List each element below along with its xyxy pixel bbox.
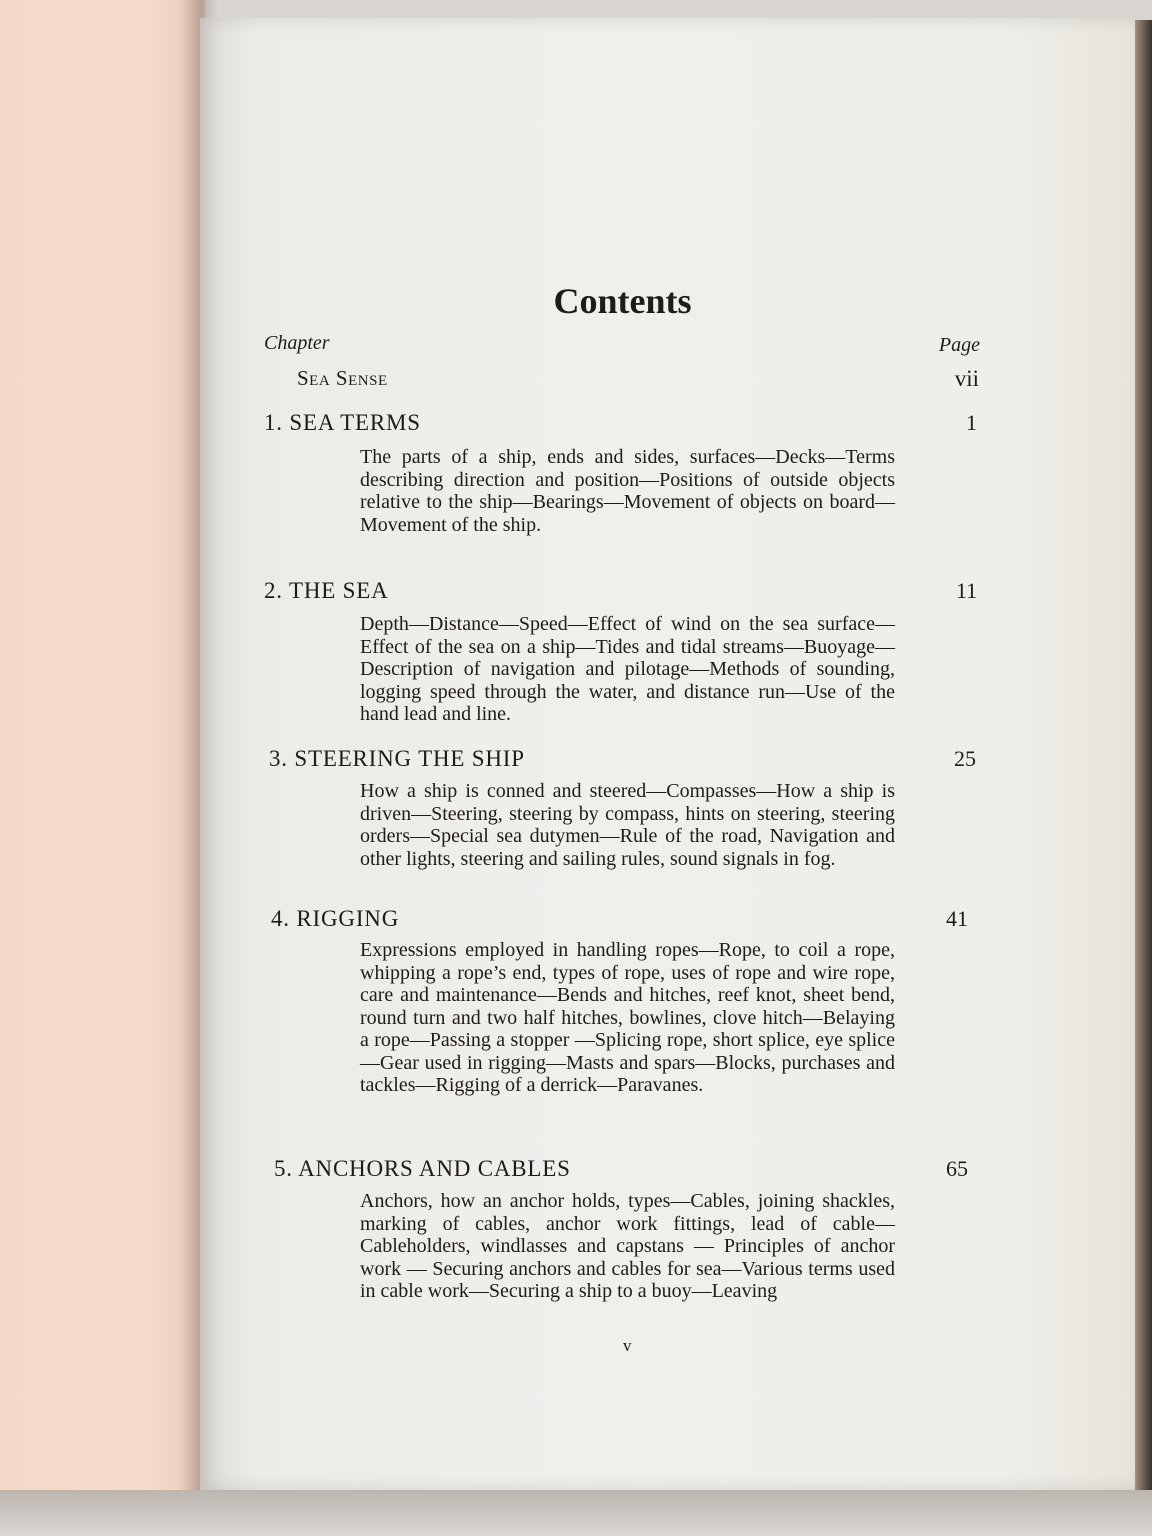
chapter-page-number: 1 xyxy=(966,410,977,435)
chapter-description: Depth—Distance—Speed—Effect of wind on the sea surface—Effect of the sea on a ship—Tides and tidal streams—Buoyage—Description of navigation and pilotage—Methods of sounding, logging speed through the water, and distance run—Use of the hand lead and line. xyxy=(360,613,895,725)
table-surface xyxy=(0,1490,1152,1536)
chapter-description: Expressions employed in handling ropes—Rope, to coil a rope, whipping a rope’s end, types of rope, uses of rope and wire rope, care and maintenance—Bends and hitches, reef knot, sheet bend, round turn and two half hitches, bowlines, clove hitch—Belaying a rope—Passing a stopper —Splicing rope, short splice, eye splice—Gear used in rigging—Masts and spars—Blocks, purchases and tackles—Rigging of a derrick—Paravanes. xyxy=(360,939,895,1096)
chapter-description: How a ship is conned and steered—Compasses—How a ship is driven—Steering, steering by compass, hints on steering, steering orders—Special sea dutymen—Rule of the road, Navigation and other lights, steering and sailing rules, sound signals in fog. xyxy=(360,780,895,870)
chapter-column-header: Chapter xyxy=(264,332,330,354)
contents-page xyxy=(200,18,1135,1490)
chapter-title: 1. SEA TERMS xyxy=(264,410,421,435)
chapter-description: Anchors, how an anchor holds, types—Cables, joining shackles, marking of cables, anchor work fittings, lead of cable—Cableholders, windlasses and capstans — Principles of anchor work — Securing anchors and cables for sea—Various terms used in cable work—Securing a ship to a buoy—Leaving xyxy=(360,1190,895,1302)
page-folio: v xyxy=(623,1336,632,1355)
prelim-entry-page: vii xyxy=(954,366,979,391)
chapter-title: 3. STEERING THE SHIP xyxy=(269,746,525,771)
facing-page-left xyxy=(0,0,205,1536)
prelim-entry-title: Sea Sense xyxy=(297,366,388,390)
chapter-page-number: 11 xyxy=(956,578,978,603)
chapter-page-number: 41 xyxy=(946,906,968,931)
page-column-header: Page xyxy=(938,334,980,356)
chapter-page-number: 65 xyxy=(946,1156,968,1181)
chapter-title: 2. THE SEA xyxy=(264,578,389,603)
chapter-title: 4. RIGGING xyxy=(271,906,400,931)
chapter-title: 5. ANCHORS AND CABLES xyxy=(274,1156,571,1181)
contents-text-block xyxy=(200,18,1135,1490)
page-title: Contents xyxy=(553,281,692,321)
chapter-page-number: 25 xyxy=(954,746,976,771)
chapter-description: The parts of a ship, ends and sides, surfaces—Decks—Terms describing direction and position—Positions of outside objects relative to the ship—Bearings—Movement of objects on board—Movement of the ship. xyxy=(360,446,895,536)
